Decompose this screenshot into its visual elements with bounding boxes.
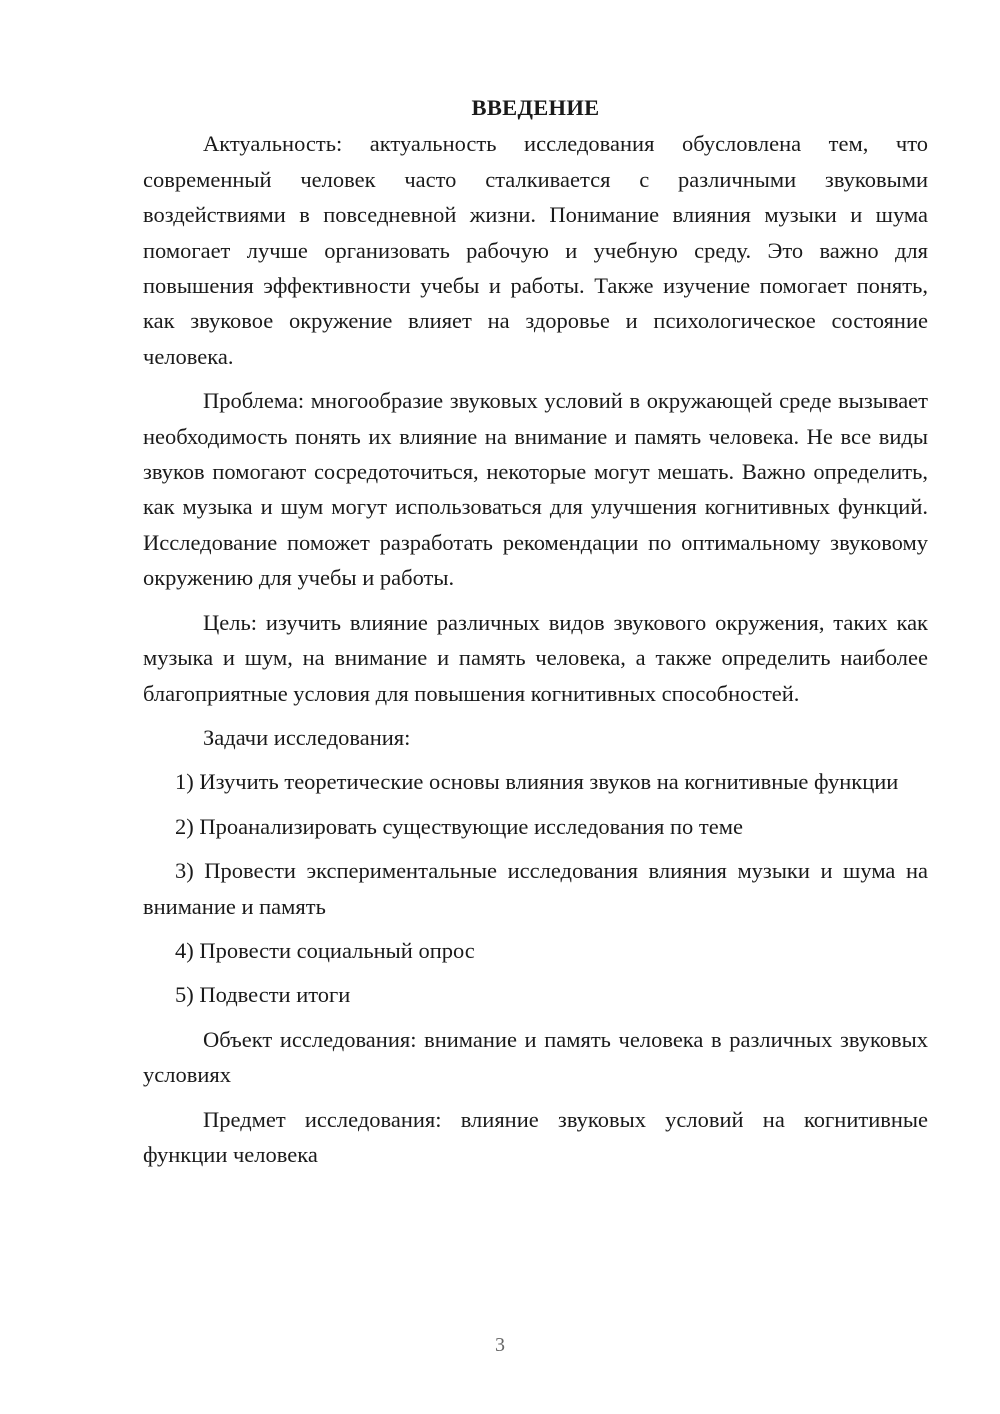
page-title: ВВЕДЕНИЕ [471, 95, 600, 120]
task-item-1: 1) Изучить теоретические основы влияния звуков на когнитивные функции [175, 769, 899, 795]
paragraph-relevance: Актуальность: актуальность исследования обусловлена тем, что современный человек часто сталкивается с различными звуковыми воздействиями в повседневной жизни. Понимание влияния музыки и шума помогает лучше организовать рабочую и учебную среду. Это важно для повышения эффективности учебы и работы. Также изучение помогает понять, как звуковое окружение влияет на здоровье и психологическое состояние человека. [143, 131, 928, 369]
task-item-5: 5) Подвести итоги [175, 982, 351, 1008]
paragraph-subject: Предмет исследования: влияние звуковых условий на когнитивные функции человека [143, 1106, 928, 1167]
tasks-heading: Задачи исследования: [203, 724, 411, 750]
task-item-3: 3) Провести экспериментальные исследования влияния музыки и шума на внимание и память [143, 858, 928, 919]
task-item-2: 2) Проанализировать существующие исследования по теме [175, 813, 743, 839]
paragraph-object: Объект исследования: внимание и память человека в различных звуковых условиях [143, 1026, 928, 1088]
paragraph-goal: Цель: изучить влияние различных видов звукового окружения, таких как музыка и шум, на внимание и память человека, а также определить наиболее благоприятные условия для повышения когнитивных способностей. [143, 609, 928, 706]
task-item-4: 4) Провести социальный опрос [175, 937, 475, 963]
paragraph-problem: Проблема: многообразие звуковых условий в окружающей среде вызывает необходимость понять их влияние на внимание и память человека. Не все виды звуков помогают сосредоточиться, некоторые могут мешать. Важно определить, как музыка и шум могут использоваться для улучшения когнитивных функций. Исследование поможет разработать рекомендации по оптимальному звуковому окружению для учебы и работы. [143, 388, 928, 591]
document-page [143, 90, 928, 1181]
page-number: 3 [495, 1334, 505, 1356]
